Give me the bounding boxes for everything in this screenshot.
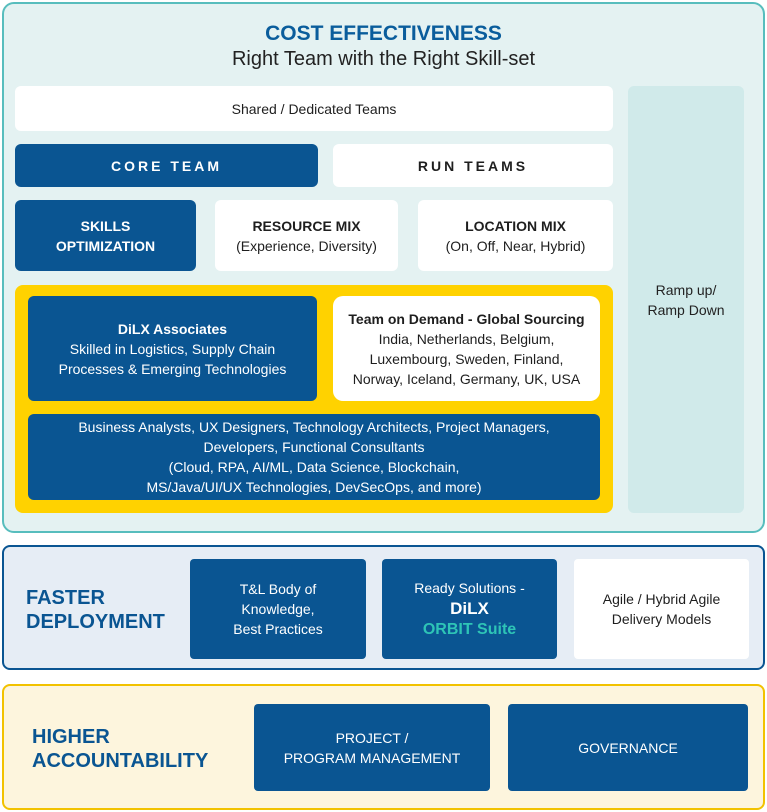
resource-mix-detail: (Experience, Diversity): [236, 237, 377, 254]
governance-label: GOVERNANCE: [578, 739, 678, 756]
team-on-demand-line1: India, Netherlands, Belgium,: [378, 330, 555, 347]
ready-solutions-line1: Ready Solutions -: [414, 580, 525, 596]
agile-line1: Agile / Hybrid Agile: [602, 591, 721, 607]
skills-label-line2: OPTIMIZATION: [55, 237, 156, 254]
ready-solutions-orbit: ORBIT Suite: [422, 621, 517, 638]
team-on-demand-box: [333, 296, 600, 401]
dilx-associates-box: [28, 296, 317, 401]
run-teams-box: [333, 144, 613, 187]
ramp-line1: Ramp up/: [655, 281, 717, 298]
program-management-line2: PROGRAM MANAGEMENT: [283, 749, 461, 766]
dilx-associates-line2: Processes & Emerging Technologies: [58, 360, 287, 377]
resource-mix-title: RESOURCE MIX: [252, 217, 361, 234]
faster-deployment-label: [26, 586, 186, 634]
ramp-box: [628, 86, 744, 513]
body-of-knowledge-line1: T&L Body of: [239, 581, 317, 597]
higher-accountability-line2: ACCOUNTABILITY: [32, 750, 209, 772]
roles-line4: MS/Java/UI/UX Technologies, DevSecOps, and more): [146, 479, 482, 495]
body-of-knowledge-line3: Best Practices: [233, 621, 323, 637]
location-mix-title: LOCATION MIX: [465, 217, 566, 234]
roles-line2: Developers, Functional Consultants: [203, 439, 425, 455]
shared-dedicated-teams-label: Shared / Dedicated Teams: [231, 100, 397, 117]
roles-box: [28, 414, 600, 500]
roles-line3: (Cloud, RPA, AI/ML, Data Science, Blockchain,: [168, 459, 460, 475]
ready-solutions-dilx: DiLX: [450, 599, 489, 618]
governance-box: [508, 704, 748, 791]
location-mix-box: [418, 200, 613, 271]
core-team-label: CORE TEAM: [111, 157, 222, 174]
ramp-line2: Ramp Down: [647, 301, 725, 318]
team-on-demand-line3: Norway, Iceland, Germany, UK, USA: [352, 370, 581, 387]
dilx-associates-line1: Skilled in Logistics, Supply Chain: [69, 340, 276, 357]
team-on-demand-line2: Luxembourg, Sweden, Finland,: [369, 350, 564, 367]
program-management-line1: PROJECT /: [335, 729, 409, 746]
panel-title: COST EFFECTIVENESS: [265, 22, 502, 45]
resource-mix-box: [215, 200, 398, 271]
run-teams-label: RUN TEAMS: [417, 157, 529, 174]
body-of-knowledge-box: [190, 559, 366, 659]
agile-line2: Delivery Models: [611, 611, 712, 627]
program-management-box: [254, 704, 490, 791]
body-of-knowledge-line2: Knowledge,: [241, 601, 315, 617]
higher-accountability-line1: HIGHER: [32, 726, 110, 748]
faster-deployment-line2: DEPLOYMENT: [26, 611, 165, 633]
shared-dedicated-teams-box: [15, 86, 613, 131]
ready-solutions-box: [382, 559, 557, 659]
team-on-demand-title: Team on Demand - Global Sourcing: [348, 310, 585, 327]
dilx-associates-title: DiLX Associates: [117, 320, 228, 337]
skills-label-line1: SKILLS: [80, 217, 131, 234]
location-mix-detail: (On, Off, Near, Hybrid): [445, 237, 586, 254]
roles-line1: Business Analysts, UX Designers, Technology Architects, Project Managers,: [78, 419, 550, 435]
core-team-box: [15, 144, 318, 187]
agile-delivery-box: [574, 559, 749, 659]
panel-subtitle: Right Team with the Right Skill-set: [231, 48, 536, 70]
skills-optimization-box: [15, 200, 196, 271]
higher-accountability-label: [32, 725, 242, 773]
faster-deployment-line1: FASTER: [26, 587, 105, 609]
